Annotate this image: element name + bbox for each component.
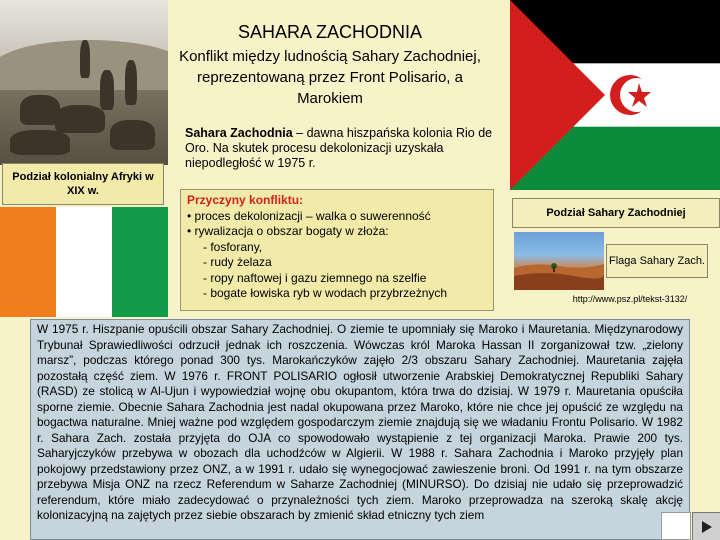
description-bold: Sahara Zachodnia xyxy=(185,126,293,140)
reason-subitem: - bogate łowiska ryb w wodach przybrzeżnych xyxy=(203,286,448,300)
tricolor-flag xyxy=(0,207,168,317)
reason-item: • rywalizacja o obszar bogaty w złoża: xyxy=(187,224,389,238)
africa-map-label: Podział kolonialny Afryki w XIX w. xyxy=(2,163,164,205)
page-subtitle: Konflikt między ludnością Sahary Zachodniej, reprezentowaną przez Front Polisario, a Marokiem xyxy=(179,48,481,107)
western-sahara-flag xyxy=(510,0,720,190)
next-slide-button[interactable] xyxy=(692,512,720,540)
source-url[interactable]: http://www.psz.pl/tekst-3132/ xyxy=(572,294,688,304)
reasons-box xyxy=(180,189,494,311)
western-sahara-flag-graphic xyxy=(510,0,720,190)
qr-thumbnail xyxy=(661,512,691,540)
flag-label: Flaga Sahary Zach. xyxy=(606,244,708,278)
reason-subitem: - fosforany, xyxy=(203,239,263,254)
map-label: Podział Sahary Zachodniej xyxy=(512,198,720,228)
description-text: – dawna hiszpańska kolonia Rio de Oro. Na skutek procesu dekolonizacji uzyskała niepodległość w 1975 r. xyxy=(185,126,493,170)
desert-photo xyxy=(514,232,604,290)
arrow-right-icon xyxy=(699,519,715,535)
soldiers-photo xyxy=(0,0,168,165)
page-title: SAHARA ZACHODNIA xyxy=(237,22,423,42)
main-text: W 1975 r. Hiszpanie opuścili obszar Sahary Zachodniej. O ziemie te upomniały się Maroko i Mauretania. Międzynarodowy Trybunał Sprawiedliwości odrzucił jednak ich roszczenia. Wówczas król Maroka Hassan II zorganizował tzw. „zielony marsz”, podczas którego ponad 300 tys. Marokańczyków zajęło 2/3 obszaru Sahary Zachodniej. Mauretania zajęła pozostałą część ziem. W 1976 r. FRONT POLISARIO ogłosił utworzenie Arabskiej Demokratycznej Republiki Sahary (RASD) ze stolicą w Al-Ujun i wypowiedział wojnę obu okupantom, która trwa do dzisiaj. W 1979 r. Mauretania opuściła sporne ziemie. Obecnie Sahara Zachodnia jest nadal okupowana przez Maroko, które nie chce jej opuścić ze względu na bogactwa naturalne. Mniej ważne pod względem gospodarczym ziemie znajdują się we władaniu Frontu Polisario. W 1982 r. Sahara Zach. została przyjęta do OJA co spowodowało wystąpienie z tej organizacji Maroka. Prawie 200 tys. Saharyjczyków przebywa w obozach dla uchodźców w Algierii. W 1988 r. Sahara Zachodnia i Maroko przyjęły plan pokojowy przedstawiony przez ONZ, a w 1991 r. udało się wynegocjować zawieszenie broni. Od 1991 r. na tym obszarze przebywa Misja ONZ na rzecz Referendum w Saharze Zachodniej (MINURSO). Do dzisiaj nie udało się przeprowadzić referendum, które miało zadecydować o przynależności tych ziem. Maroko przeprowadza na szeroką skalę akcję kolonizacyjną na zajętych przez siebie obszarach by zmienić skład etniczny tych ziem xyxy=(30,319,690,540)
reason-item: • proces dekolonizacji – walka o suwerenność xyxy=(187,208,431,223)
reason-subitem: - rudy żelaza xyxy=(203,255,272,269)
reason-subitem: - ropy naftowej i gazu ziemnego na szelfie xyxy=(203,270,427,285)
description xyxy=(185,126,493,171)
reasons-heading: Przyczyny konfliktu: xyxy=(187,193,304,207)
